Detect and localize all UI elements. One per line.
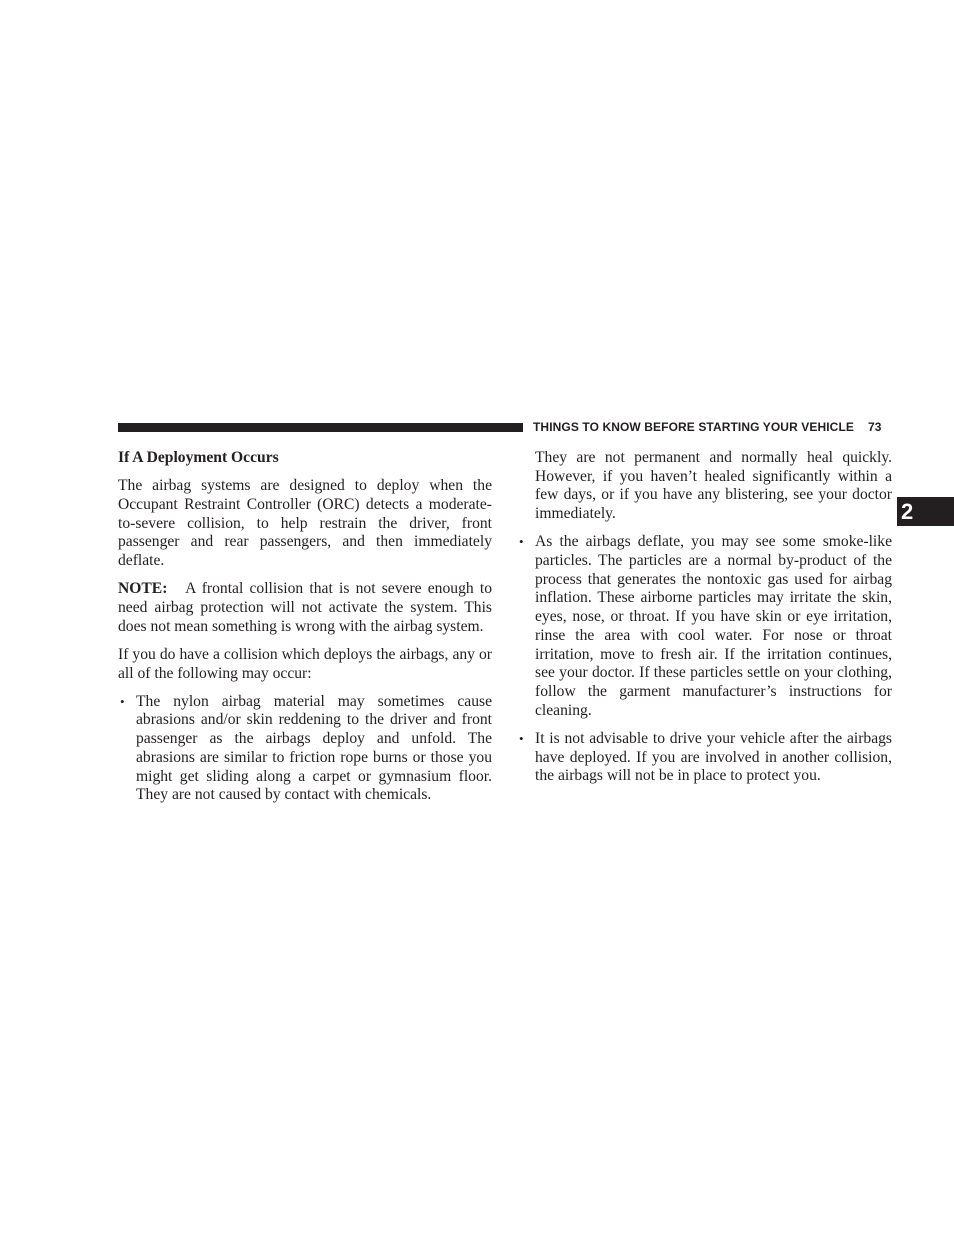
right-column xyxy=(517,449,892,795)
list-item xyxy=(517,533,892,720)
bullet-icon: • xyxy=(519,534,524,550)
chapter-tab: 2 xyxy=(897,497,954,526)
intro-paragraph: The airbag systems are designed to deploy when the Occupant Restraint Controller (ORC) detects a moderate-to-severe collision, to help restrain the driver, front passenger and rear passengers, and then immediately deflate. xyxy=(118,477,492,570)
list-item-text: The nylon airbag material may sometimes cause abrasions and/or skin reddening to the driver and front passenger as the airbags deploy and unfold. The abrasions are similar to friction rope burns or those you might get sliding along a carpet or gymnasium floor. They are not caused by contact with chemicals. xyxy=(136,692,492,804)
left-column xyxy=(118,449,492,814)
bullet-icon: • xyxy=(120,693,125,709)
bullet-continuation: They are not permanent and normally heal quickly. However, if you haven’t healed significantly within a few days, or if you have any blistering, see your doctor immediately. xyxy=(535,449,892,523)
bullet-icon: • xyxy=(519,730,524,746)
list-item xyxy=(517,730,892,786)
header-rule xyxy=(118,423,523,432)
section-title: THINGS TO KNOW BEFORE STARTING YOUR VEHICLE xyxy=(533,420,854,434)
note-label: NOTE: xyxy=(118,580,168,598)
list-item-text: It is not advisable to drive your vehicle after the airbags have deployed. If you are involved in another collision, the airbags will not be in place to protect you. xyxy=(535,729,892,785)
list-item xyxy=(118,693,492,805)
page-number: 73 xyxy=(867,420,882,434)
note-paragraph xyxy=(118,580,492,636)
section-heading: If A Deployment Occurs xyxy=(118,449,279,466)
running-header xyxy=(533,420,893,434)
list-item-text: As the airbags deflate, you may see some smoke-like particles. The particles are a normal by-product of the process that generates the nontoxic gas used for airbag inflation. These airborne particles may irritate the skin, eyes, nose, or throat. If you have skin or eye irritation, rinse the area with cool water. For nose or throat irritation, move to fresh air. If the irritation continues, see your doctor. If these particles settle on your clothing, follow the garment manufacturer’s instructions for cleaning. xyxy=(535,533,892,719)
collision-paragraph: If you do have a collision which deploys the airbags, any or all of the following may occur: xyxy=(118,645,492,682)
note-text: A frontal collision that is not severe enough to need airbag protection will not activate the system. This does not mean something is wrong with the airbag system. xyxy=(118,580,492,635)
